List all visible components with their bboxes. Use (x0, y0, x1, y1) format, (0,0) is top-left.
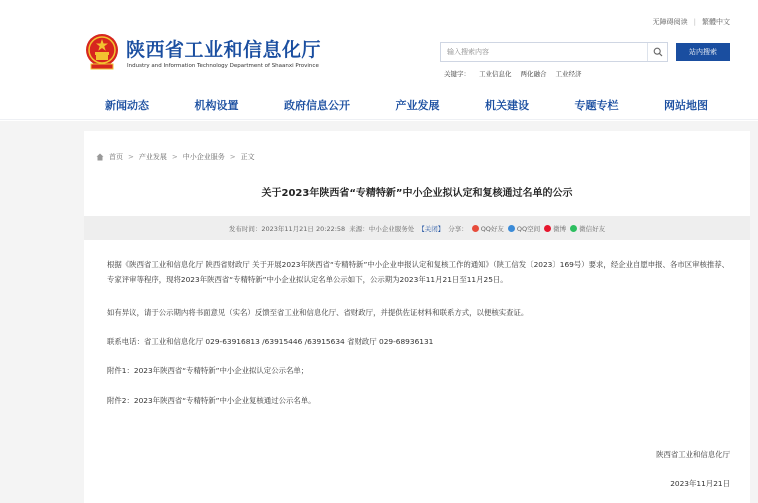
breadcrumb-current: 正文 (240, 153, 255, 161)
share-wechat-button[interactable] (570, 224, 605, 233)
keyword-link[interactable]: 工业信息化 (479, 70, 512, 78)
article-meta-bar (84, 216, 750, 240)
search-button[interactable] (647, 43, 667, 61)
nav-item-industry[interactable]: 产业发展 (395, 98, 440, 112)
breadcrumb (96, 152, 255, 162)
keyword-link[interactable]: 工业经济 (555, 70, 582, 78)
publish-time: 发布时间：2023年11月21日 20:22:58 (228, 224, 346, 233)
share-qq-space-button[interactable] (508, 224, 540, 233)
nav-item-topics[interactable]: 专题专栏 (574, 98, 619, 112)
utility-bar (653, 17, 730, 27)
attachment-2-link[interactable]: 附件2：2023年陕西省“专精特新”中小企业复核通过公示名单。 (107, 396, 316, 405)
share-qq-friend-button[interactable] (472, 224, 504, 233)
breadcrumb-home[interactable]: 首页 (109, 153, 123, 161)
keywords-bar (444, 69, 582, 78)
national-emblem-logo[interactable] (85, 33, 119, 71)
breadcrumb-separator: > (171, 153, 178, 161)
share-qq-friend-label: QQ好友 (480, 224, 504, 233)
qzone-icon (508, 225, 515, 232)
signature-date: 2023年11月21日 (670, 479, 730, 488)
signature-organization: 陕西省工业和信息化厅 (656, 450, 730, 459)
article-title: 关于2023年陕西省“专精特新”中小企业拟认定和复核通过名单的公示 (261, 188, 573, 199)
keyword-link[interactable]: 两化融合 (520, 70, 547, 78)
site-title[interactable]: 陕西省工业和信息化厅 (126, 39, 322, 61)
share-qq-space-label: QQ空间 (516, 224, 541, 233)
share-weibo-label: 微博 (553, 224, 567, 233)
attachment-1-link[interactable]: 附件1：2023年陕西省“专精特新”中小企业拟认定公示名单； (107, 366, 309, 375)
contact-phone-paragraph: 联系电话：省工业和信息化厅 029-63916813 /63915446 /63915634 省财政厅 029-68936131 (107, 337, 434, 346)
nav-item-gov-info[interactable]: 政府信息公开 (284, 98, 350, 112)
share-weibo-button[interactable] (544, 224, 566, 233)
site-search-button[interactable]: 站内搜索 (676, 43, 730, 61)
keywords-label: 关键字： (444, 70, 470, 78)
home-icon (96, 153, 104, 161)
wechat-icon (570, 225, 577, 232)
breadcrumb-industry[interactable]: 产业发展 (138, 153, 167, 161)
utility-divider: | (693, 18, 696, 26)
nav-item-org-building[interactable]: 机关建设 (485, 98, 529, 112)
traditional-chinese-link[interactable]: 繁體中文 (702, 18, 730, 26)
breadcrumb-separator: > (229, 153, 236, 161)
qq-icon (472, 225, 479, 232)
share-wechat-label: 微信好友 (579, 224, 606, 233)
search-box (440, 42, 668, 62)
main-nav (0, 90, 758, 120)
article-source: 来源：中小企业服务处 (349, 224, 415, 233)
breadcrumb-sme-service[interactable]: 中小企业服务 (182, 153, 225, 161)
weibo-icon (544, 225, 551, 232)
nav-item-news[interactable]: 新闻动态 (105, 98, 149, 112)
site-subtitle: Industry and Information Technology Department of Shaanxi Province (127, 63, 319, 69)
article-paragraph: 根据《陕西省工业和信息化厅 陕西省财政厅 关于开展2023年陕西省“专精特新”中小企业申报认定和复核工作的通知》（陕工信发〔2023〕169号）要求，经企业自愿申报、各市区审核推荐、专家评审等程序，现将2023年陕西省“专精特新”中小企业拟认定名单公示如下，公示期为2023年11月21日至11月25日。 (107, 260, 730, 284)
nav-item-sitemap[interactable]: 网站地图 (664, 98, 708, 112)
search-input[interactable] (441, 43, 647, 61)
share-label: 分享： (448, 224, 468, 233)
close-link[interactable]: 【关闭】 (418, 224, 445, 233)
article-paragraph: 如有异议，请于公示期内将书面意见（实名）反馈至省工业和信息化厅、省财政厅，并提供佐证材料和联系方式，以便核实查证。 (107, 308, 529, 317)
search-icon (653, 47, 663, 57)
nav-item-organization[interactable]: 机构设置 (194, 98, 239, 112)
accessibility-link[interactable]: 无障碍阅读 (652, 18, 688, 26)
breadcrumb-separator: > (128, 153, 134, 161)
